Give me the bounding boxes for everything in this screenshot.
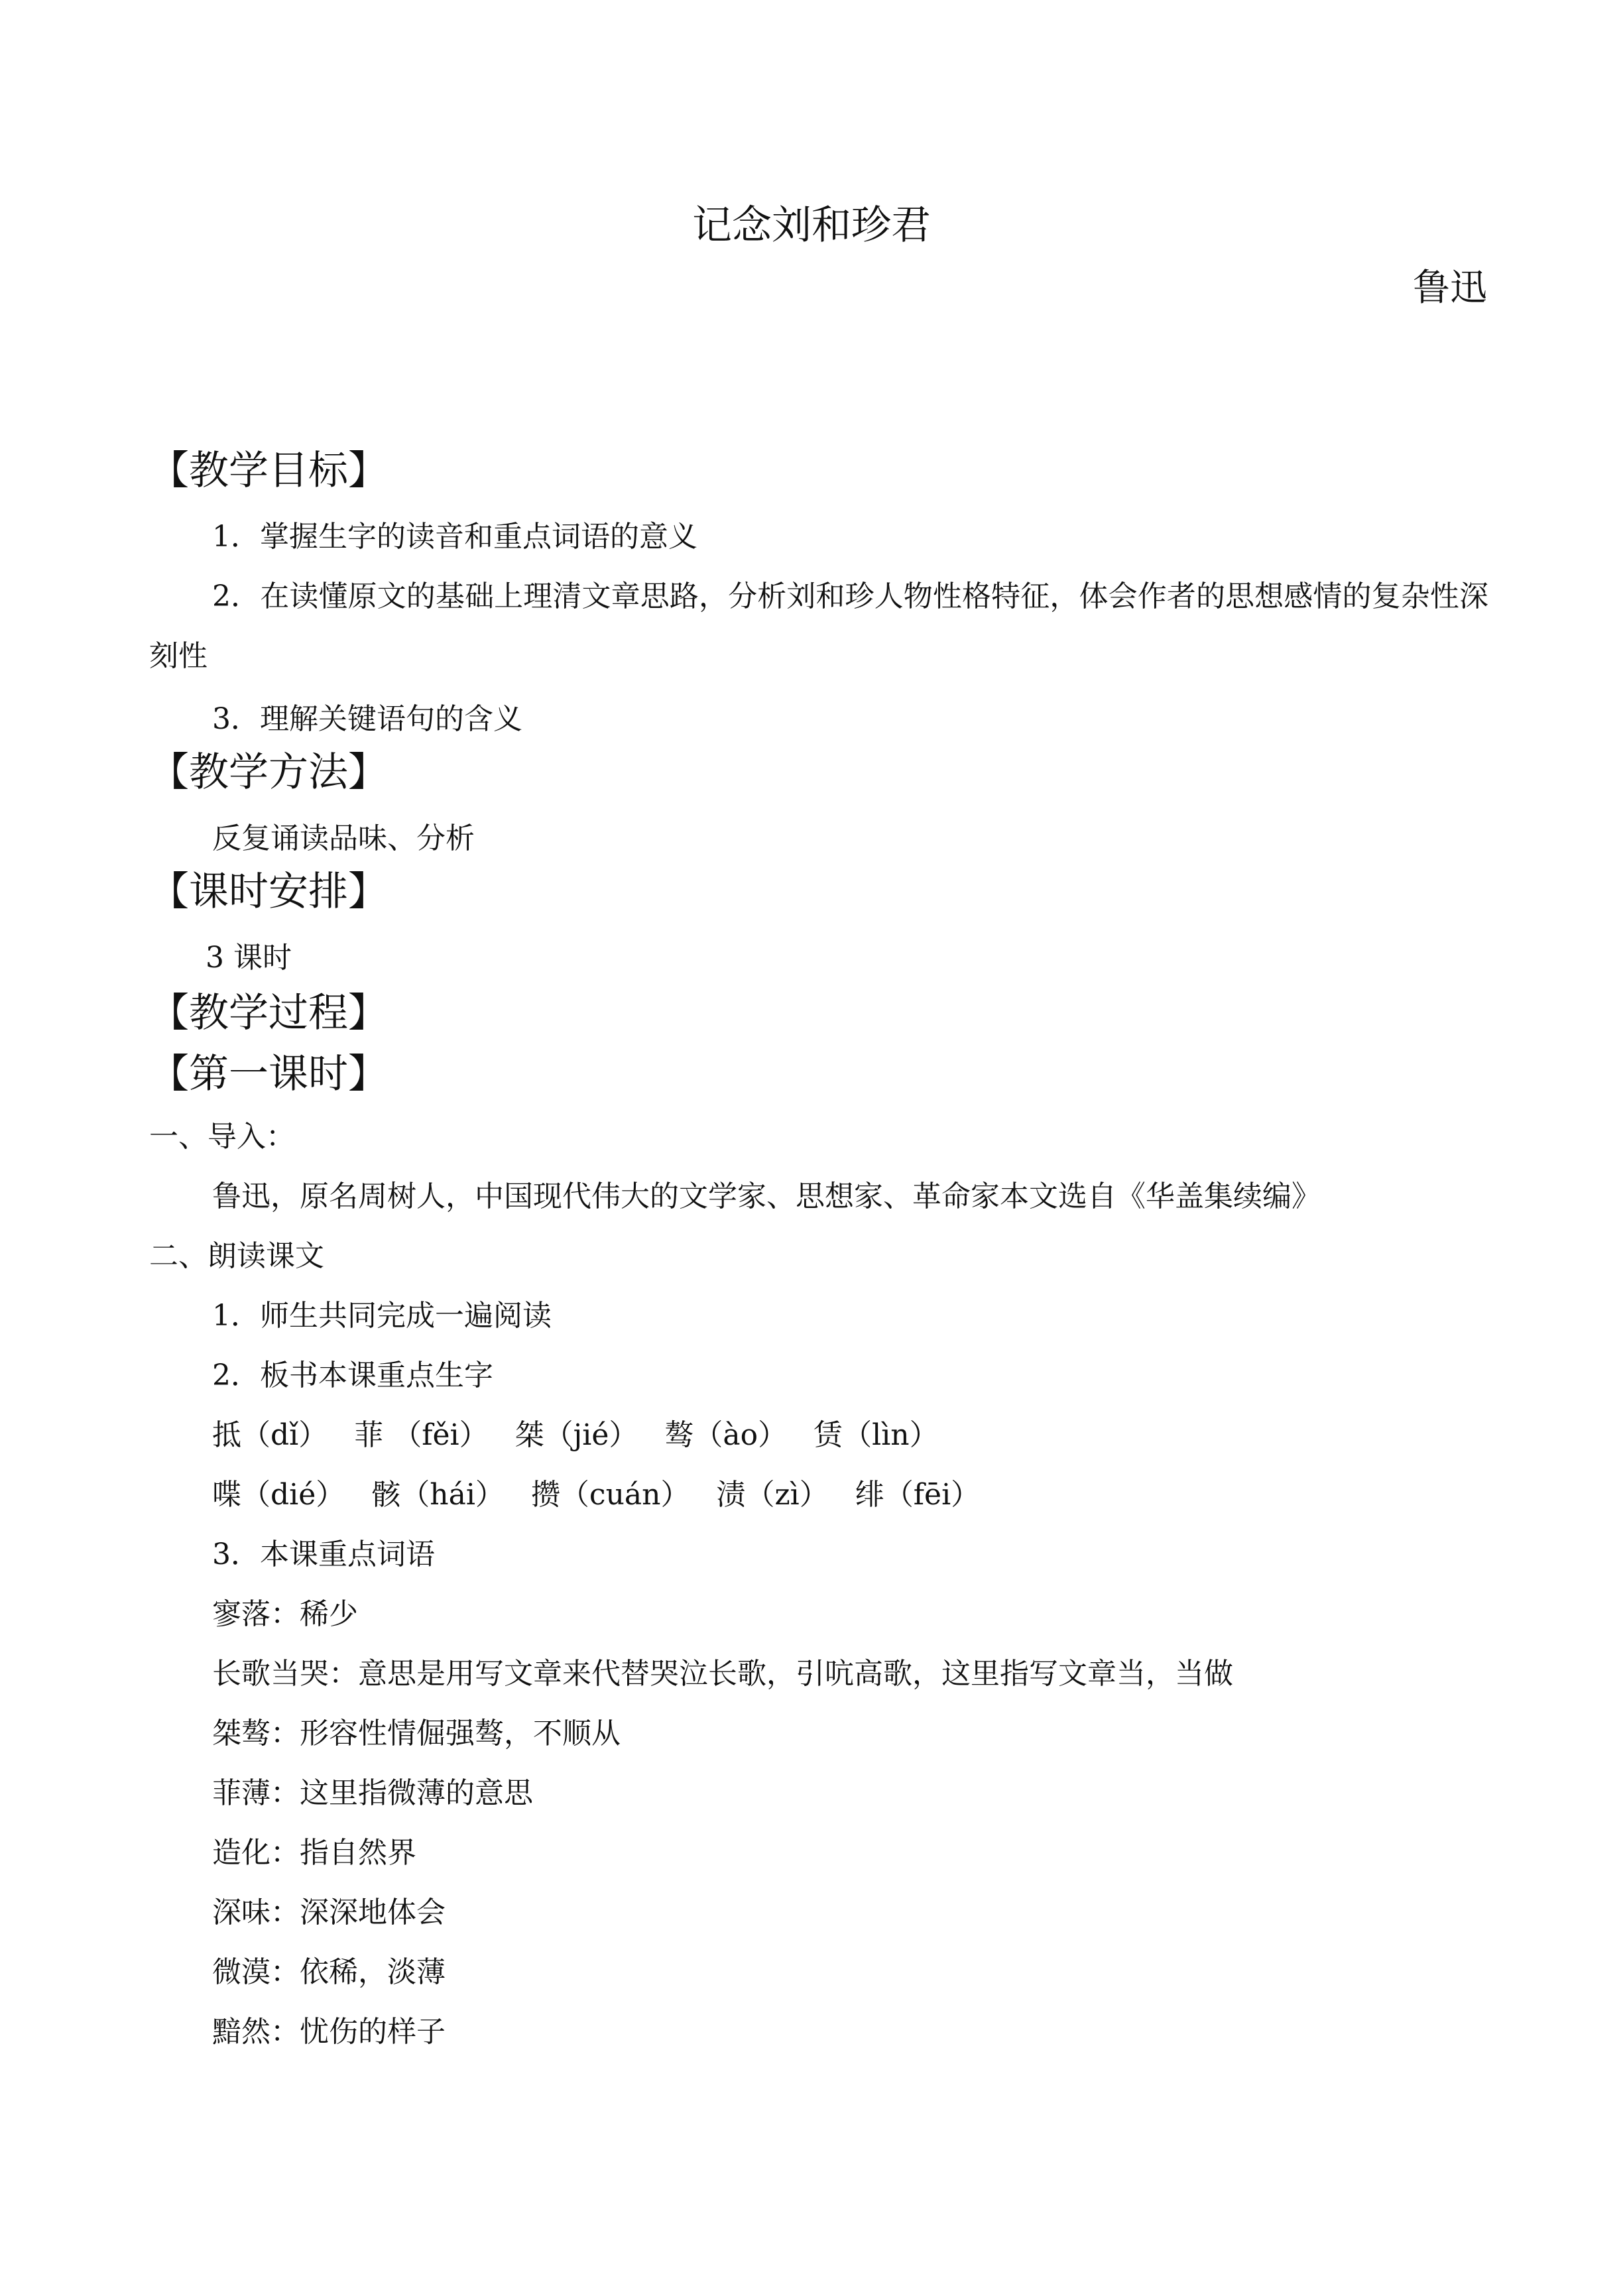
char-item: 渍（zì） [716, 1478, 829, 1512]
document-author: 鲁迅 [1413, 267, 1487, 310]
term-item: 微漠：依稀，淡薄 [212, 1955, 446, 1989]
section-reading: 二、朗读课文 [149, 1239, 324, 1273]
document-title: 记念刘和珍君 [692, 202, 931, 249]
section-introduction: 一、导入： [149, 1120, 295, 1154]
char-item: 桀（jié） [514, 1418, 638, 1452]
reading-item-2: 2．板书本课重点生字 [212, 1359, 493, 1392]
char-item: 骸（hái） [371, 1478, 505, 1512]
char-item: 抵（dǐ） [212, 1418, 328, 1452]
term-item: 黯然：忧伤的样子 [212, 2015, 446, 2049]
goal-1: 1．掌握生字的读音和重点词语的意义 [212, 520, 697, 554]
introduction-text: 鲁迅，原名周树人，中国现代伟大的文学家、思想家、革命家本文选自《华盖集续编》 [212, 1179, 1321, 1213]
term-item: 桀骜：形容性情倔强骜，不顺从 [212, 1717, 621, 1750]
key-characters-row-1 [212, 1416, 956, 1455]
heading-teaching-process: 【教学过程】 [149, 990, 388, 1036]
char-item: 喋（dié） [212, 1478, 345, 1512]
term-item: 菲薄：这里指微薄的意思 [212, 1776, 533, 1810]
heading-lesson-1: 【第一课时】 [149, 1051, 388, 1097]
term-item: 长歌当哭：意思是用写文章来代替哭泣长歌，引吭高歌，这里指写文章当，当做 [212, 1657, 1233, 1691]
term-item: 深味：深深地体会 [212, 1896, 446, 1929]
heading-teaching-goals: 【教学目标】 [149, 448, 388, 494]
char-item: 骜（ào） [664, 1418, 788, 1452]
term-item: 寥落：稀少 [212, 1597, 358, 1631]
heading-schedule: 【课时安排】 [149, 869, 388, 915]
key-characters-row-2 [212, 1475, 997, 1515]
reading-item-1: 1．师生共同完成一遍阅读 [212, 1299, 552, 1333]
teaching-method-text: 反复诵读品味、分析 [212, 821, 475, 855]
schedule-text: 3 课时 [206, 941, 292, 975]
goal-2: 2．在读懂原文的基础上理清文章思路，分析刘和珍人物性格特征，体会作者的思想感情的复杂性深刻性 [149, 579, 1488, 673]
goal-3: 3．理解关键语句的含义 [212, 702, 522, 736]
char-item: 攒（cuán） [530, 1478, 690, 1512]
heading-teaching-method: 【教学方法】 [149, 749, 388, 796]
char-item: 菲 （fěi） [354, 1418, 489, 1452]
reading-item-3: 3．本课重点词语 [212, 1538, 435, 1571]
term-item: 造化：指自然界 [212, 1836, 416, 1870]
char-item: 绯（fēi） [855, 1478, 981, 1512]
char-item: 赁（lìn） [813, 1418, 939, 1452]
